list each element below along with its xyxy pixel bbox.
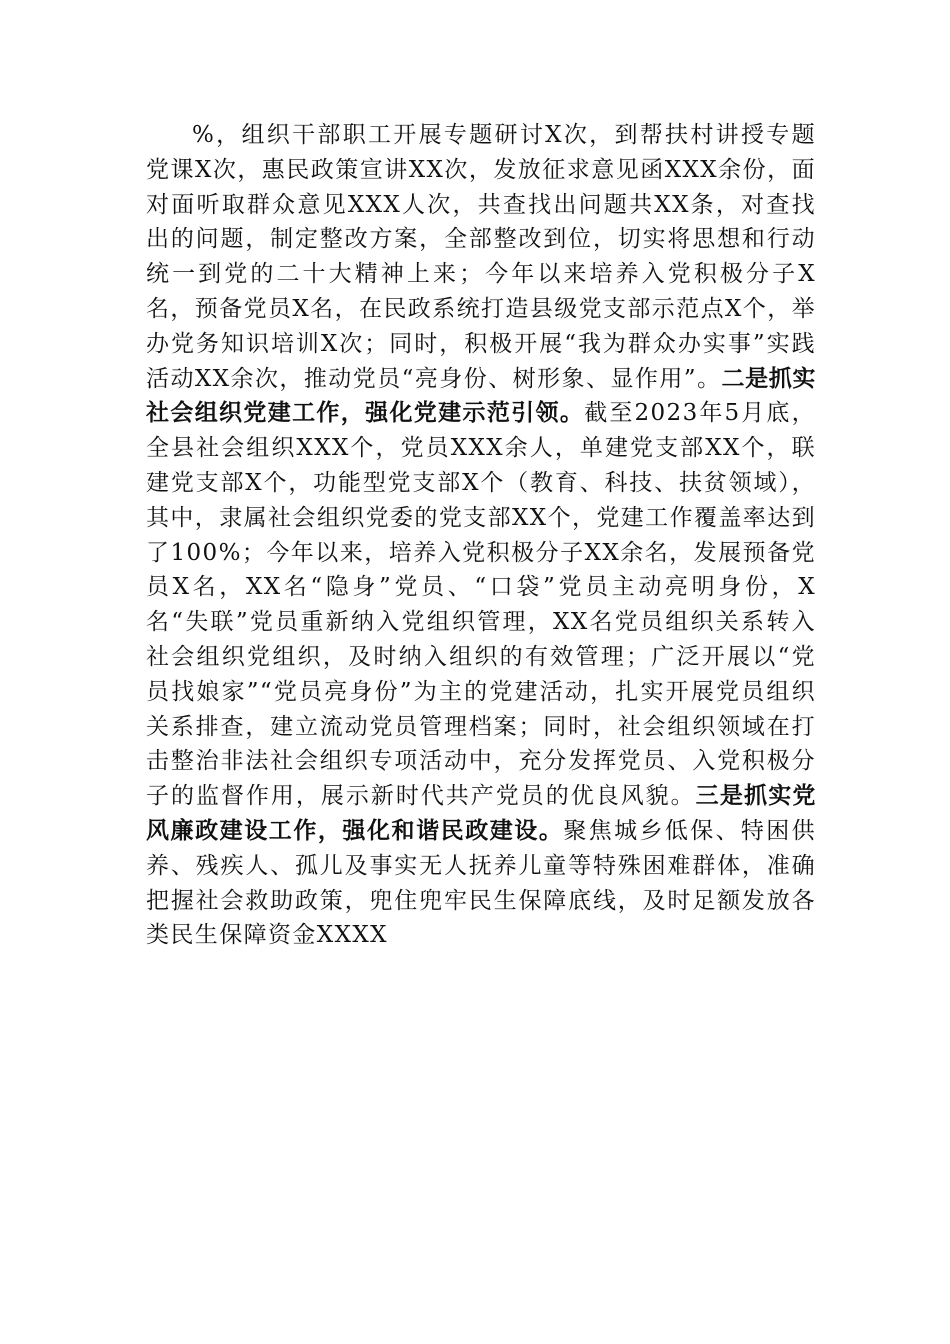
section-heading-2: 二是抓实社会组织党建工作，强化党建示范引领。 [146, 364, 817, 427]
paragraph-text-1: %，组织干部职工开展专题研讨X次，到帮扶村讲授专题党课X次，惠民政策宣讲XX次，发放征求意见函XXX余份，面对面听取群众意见XXX人次，共查找出问题共XX条，对查找出的问题，制定整改方案，全部整改到位，切实将思想和行动统一到党的二十大精神上来；今年以来培养入党积极分子X名，预备党员X名，在民政系统打造县级党支部示范点X个，举办党务知识培训X次；同时，积极开展“我为群众办实事”实践活动XX余次，推动党员“亮身份、树形象、显作用”。 [146, 122, 816, 392]
body-paragraph [146, 118, 816, 953]
paragraph-text-2: 截至2023年5月底，全县社会组织XXX个，党员XXX余人，单建党支部XX个，联建党支部X个，功能型党支部X个（教育、科技、扶贫领域），其中，隶属社会组织党委的党支部XX个，党建工作覆盖率达到了100%；今年以来，培养入党积极分子XX余名，发展预备党员X名，XX名“隐身”党员、“口袋”党员主动亮明身份，X名“失联”党员重新纳入党组织管理，XX名党员组织关系转入社会组织党组织，及时纳入组织的有效管理；广泛开展以“党员找娘家”“党员亮身份”为主的党建活动，扎实开展党员组织关系排查，建立流动党员管理档案；同时，社会组织领域在打击整治非法社会组织专项活动中，充分发挥党员、入党积极分子的监督作用，展示新时代共产党员的优良风貌。 [146, 400, 816, 810]
paragraph-text-3: 聚焦城乡低保、特困供养、残疾人、孤儿及事实无人抚养儿童等特殊困难群体，准确把握社会救助政策，兜住兜牢民生保障底线，及时足额发放各类民生保障资金XXXX [146, 817, 817, 949]
section-heading-3: 三是抓实党风廉政建设工作，强化和谐民政建设。 [146, 782, 816, 844]
